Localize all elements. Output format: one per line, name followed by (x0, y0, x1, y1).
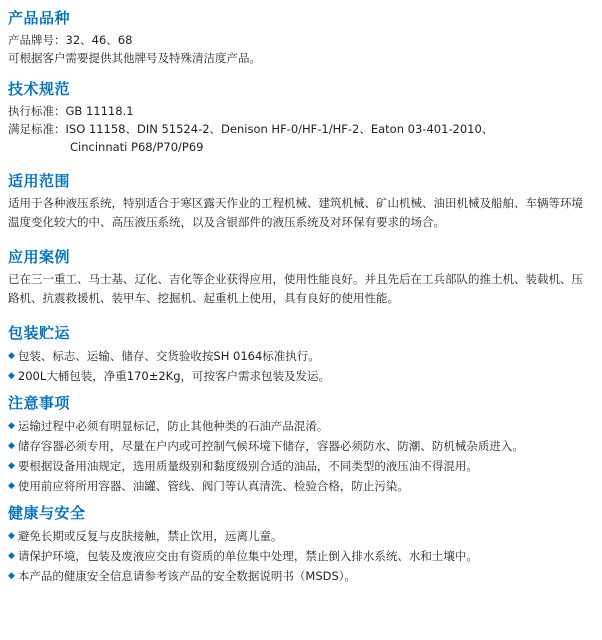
section-technical-specs (0, 79, 602, 156)
diamond-bullet-icon: ◆ (8, 461, 15, 471)
document-page (0, 8, 602, 640)
packaging-bullet-1-text: 包装、标志、运输、储存、交货验收按SH 0164标准执行。 (17, 349, 320, 363)
precaution-bullet-4 (8, 476, 594, 496)
product-grades-line: 产品牌号：32、46、68 (8, 33, 133, 47)
diamond-bullet-icon: ◆ (8, 481, 15, 491)
diamond-bullet-icon: ◆ (8, 551, 15, 561)
diamond-bullet-icon: ◆ (8, 571, 15, 581)
section-case-studies (0, 247, 602, 308)
health-bullet-3-text: 本产品的健康安全信息请参考该产品的安全数据说明书（MSDS）。 (17, 569, 357, 583)
diamond-bullet-icon: ◆ (8, 351, 15, 361)
packaging-bullet-2 (8, 366, 594, 386)
diamond-bullet-icon: ◆ (8, 421, 15, 431)
exec-standard-line: 执行标准：GB 11118.1 (8, 104, 134, 118)
health-bullet-2-text: 请保护环境，包装及废液应交由有资质的单位集中处理，禁止倒入排水系统、水和土壤中。 (17, 549, 478, 563)
application-scope-paragraph: 适用于各种液压系统，特别适合于寒区露天作业的工程机械、建筑机械、矿山机械、油田机械及船舶、车辆等环境温度变化较大的中、高压液压系统，以及含银部件的液压系统及对环保有要求的场合。 (8, 196, 583, 229)
section-title-case-studies: 应用案例 (8, 248, 71, 266)
precaution-bullet-2-text: 储存容器必须专用，尽量在户内或可控制气候环境下储存，容器必须防水、防潮、防机械杂质进入。 (17, 439, 524, 453)
precaution-bullet-3-text: 要根据设备用油规定，选用质量级别和黏度级别合适的油品，不同类型的液压油不得混用。 (17, 459, 478, 473)
section-product-varieties (0, 8, 602, 67)
meets-standard-line: 满足标准：ISO 11158、DIN 51524-2、Denison HF-0/HF-1/HF-2、Eaton 03-401-2010、 (8, 122, 494, 136)
packaging-bullet-2-text: 200L大桶包装，净重170±2Kg，可按客户需求包装及发运。 (17, 369, 331, 383)
section-title-technical-specs: 技术规范 (8, 80, 71, 98)
health-bullet-1-text: 避免长期或反复与皮肤接触，禁止饮用，远离儿童。 (17, 529, 283, 543)
section-title-application-scope: 适用范围 (8, 172, 71, 190)
packaging-bullet-1 (8, 346, 594, 366)
section-title-product-varieties: 产品品种 (8, 9, 71, 27)
precaution-bullet-2 (8, 436, 594, 456)
precaution-bullet-1-text: 运输过程中必须有明显标记，防止其他种类的石油产品混淆。 (17, 419, 329, 433)
section-packaging-storage (0, 323, 602, 386)
section-title-packaging-storage: 包装贮运 (8, 324, 71, 342)
health-bullet-3 (8, 566, 594, 586)
meets-standard-line-2: Cincinnati P68/P70/P69 (70, 140, 204, 154)
diamond-bullet-icon: ◆ (8, 371, 15, 381)
precaution-bullet-4-text: 使用前应将所用容器、油罐、管线、阀门等认真清洗、检验合格，防止污染。 (17, 479, 409, 493)
precaution-bullet-1 (8, 416, 594, 436)
diamond-bullet-icon: ◆ (8, 531, 15, 541)
section-title-health-safety: 健康与安全 (8, 504, 86, 522)
section-title-precautions: 注意事项 (8, 394, 71, 412)
health-bullet-1 (8, 526, 594, 546)
case-studies-paragraph: 已在三一重工、马士基、辽化、吉化等企业获得应用，使用性能良好。并且先后在工兵部队的推土机、装载机、压路机、抗震救援机、装甲车、挖掘机、起重机上使用，具有良好的使用性能。 (8, 272, 583, 305)
health-bullet-2 (8, 546, 594, 566)
precaution-bullet-3 (8, 456, 594, 476)
section-precautions (0, 393, 602, 496)
product-custom-line: 可根据客户需要提供其他牌号及特殊清洁度产品。 (8, 51, 261, 65)
section-application-scope (0, 171, 602, 232)
diamond-bullet-icon: ◆ (8, 441, 15, 451)
section-health-safety (0, 503, 602, 586)
